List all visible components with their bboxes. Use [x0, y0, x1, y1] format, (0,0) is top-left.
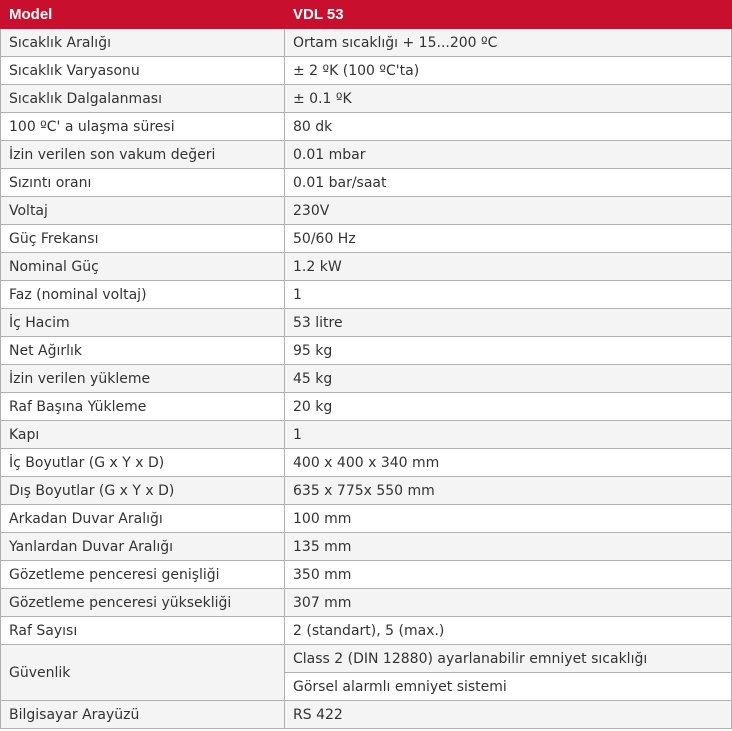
table-row	[1, 169, 732, 197]
row-value: ± 2 ºK (100 ºC'ta)	[285, 57, 732, 85]
row-value: 350 mm	[285, 561, 732, 589]
row-label: Bilgisayar Arayüzü	[1, 701, 285, 729]
row-value: 2 (standart), 5 (max.)	[285, 617, 732, 645]
row-label: Arkadan Duvar Aralığı	[1, 505, 285, 533]
row-label: Yanlardan Duvar Aralığı	[1, 533, 285, 561]
table-row	[1, 365, 732, 393]
table-row	[1, 141, 732, 169]
row-value: ± 0.1 ºK	[285, 85, 732, 113]
row-value: 230V	[285, 197, 732, 225]
table-row	[1, 393, 732, 421]
row-value: 1	[285, 281, 732, 309]
row-value: Ortam sıcaklığı + 15...200 ºC	[285, 29, 732, 57]
row-label: Kapı	[1, 421, 285, 449]
row-label: Voltaj	[1, 197, 285, 225]
table-row	[1, 337, 732, 365]
row-label: Net Ağırlık	[1, 337, 285, 365]
table-row	[1, 85, 732, 113]
table-row	[1, 253, 732, 281]
row-label: 100 ºC' a ulaşma süresi	[1, 113, 285, 141]
table-row	[1, 113, 732, 141]
row-value: 45 kg	[285, 365, 732, 393]
safety-label: Güvenlik	[1, 645, 285, 701]
row-value: 0.01 bar/saat	[285, 169, 732, 197]
table-row	[1, 225, 732, 253]
row-value: 1	[285, 421, 732, 449]
row-value: 635 x 775x 550 mm	[285, 477, 732, 505]
table-row	[1, 505, 732, 533]
row-label: İzin verilen son vakum değeri	[1, 141, 285, 169]
row-value: 20 kg	[285, 393, 732, 421]
table-row	[1, 449, 732, 477]
row-value: 307 mm	[285, 589, 732, 617]
row-label: Gözetleme penceresi genişliği	[1, 561, 285, 589]
row-label: Faz (nominal voltaj)	[1, 281, 285, 309]
header-row	[1, 1, 732, 29]
row-value: 0.01 mbar	[285, 141, 732, 169]
row-label: İç Boyutlar (G x Y x D)	[1, 449, 285, 477]
table-row	[1, 309, 732, 337]
table-row	[1, 561, 732, 589]
row-value: 95 kg	[285, 337, 732, 365]
safety-value-2: Görsel alarmlı emniyet sistemi	[285, 673, 732, 701]
row-value: 50/60 Hz	[285, 225, 732, 253]
row-value: 100 mm	[285, 505, 732, 533]
row-label: İzin verilen yükleme	[1, 365, 285, 393]
table-row	[1, 533, 732, 561]
row-value: 1.2 kW	[285, 253, 732, 281]
table-row	[1, 701, 732, 729]
row-label: Güç Frekansı	[1, 225, 285, 253]
row-label: Raf Sayısı	[1, 617, 285, 645]
table-row	[1, 57, 732, 85]
row-label: İç Hacim	[1, 309, 285, 337]
row-label: Nominal Güç	[1, 253, 285, 281]
table-row	[1, 421, 732, 449]
row-label: Gözetleme penceresi yüksekliği	[1, 589, 285, 617]
header-model-value: VDL 53	[285, 1, 732, 29]
row-label: Raf Başına Yükleme	[1, 393, 285, 421]
row-value: 80 dk	[285, 113, 732, 141]
table-row	[1, 281, 732, 309]
row-label: Sıcaklık Dalgalanması	[1, 85, 285, 113]
row-value: RS 422	[285, 701, 732, 729]
row-value: 53 litre	[285, 309, 732, 337]
row-label: Sıcaklık Varyasonu	[1, 57, 285, 85]
row-value: 400 x 400 x 340 mm	[285, 449, 732, 477]
table-row	[1, 617, 732, 645]
table-row	[1, 197, 732, 225]
safety-value-1: Class 2 (DIN 12880) ayarlanabilir emniyet sıcaklığı	[285, 645, 732, 673]
header-model: Model	[1, 1, 285, 29]
table-row	[1, 589, 732, 617]
row-label: Sızıntı oranı	[1, 169, 285, 197]
table-row-safety	[1, 645, 732, 673]
row-label: Dış Boyutlar (G x Y x D)	[1, 477, 285, 505]
table-row	[1, 29, 732, 57]
row-value: 135 mm	[285, 533, 732, 561]
table-row	[1, 477, 732, 505]
row-label: Sıcaklık Aralığı	[1, 29, 285, 57]
